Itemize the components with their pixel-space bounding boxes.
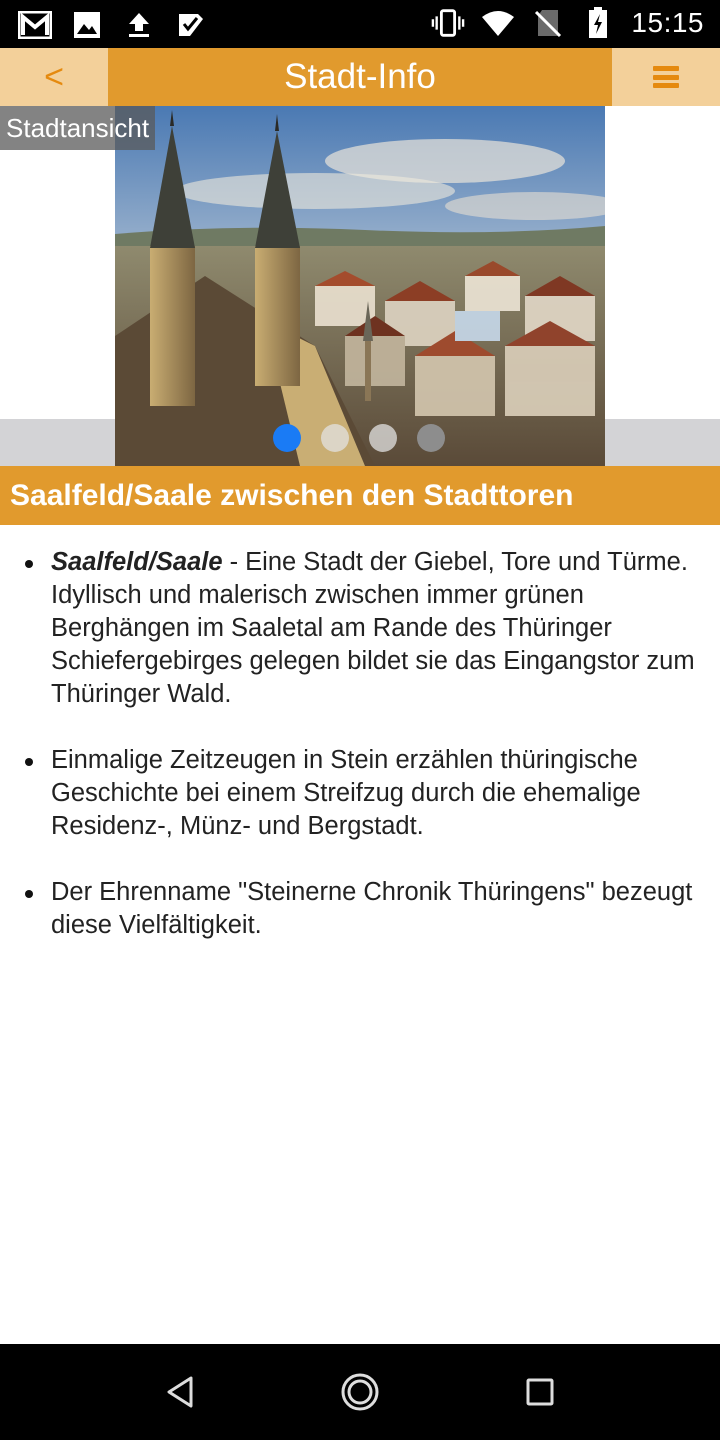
system-nav-bar [0,1344,720,1440]
back-triangle-icon[interactable] [160,1372,200,1412]
gmail-icon [18,8,52,42]
home-circle-icon[interactable] [340,1372,380,1412]
system-icons [431,6,704,40]
hamburger-menu-icon [653,66,679,88]
carousel-dot[interactable] [369,424,397,452]
image-icon [70,8,104,42]
tasks-icon [174,8,208,42]
list-item-bold: Saalfeld/Saale [51,548,223,576]
carousel-label: Stadtansicht [0,106,155,150]
menu-button[interactable] [612,48,720,106]
town-photo[interactable] [115,106,605,466]
list-item-text: - Eine Stadt der Giebel, Tore und Türme. Idyllisch und malerisch zwischen immer grünen Berghängen im Saaletal am Rande des Thüringer Schiefergebirges gelegen bildet sie das Eingangstor zum Thüringer Wald. [51,548,695,708]
list-item-text: Einmalige Zeitzeugen in Stein erzählen thüringische Geschichte bei einem Streifzug durch die ehemalige Residenz-, Münz- und Bergstadt. [51,746,641,840]
vibrate-icon [431,6,465,40]
app-header [0,48,720,106]
recents-square-icon[interactable] [520,1372,560,1412]
clock: 15:15 [631,7,704,38]
carousel-dot[interactable] [273,424,301,452]
list-item-text: Der Ehrenname "Steinerne Chronik Thüringens" bezeugt diese Vielfältigkeit. [51,878,693,939]
carousel-pagination [273,424,445,452]
wifi-icon [481,6,515,40]
notification-icons [18,8,208,42]
bullet-list [51,546,700,942]
carousel-dot[interactable] [417,424,445,452]
content-area [0,546,720,975]
image-carousel[interactable] [0,106,720,466]
battery-charging-icon [581,6,615,40]
back-button[interactable]: < [0,48,108,106]
no-sim-icon [531,6,565,40]
page-title: Stadt-Info [108,48,612,106]
section-heading: Saalfeld/Saale zwischen den Stadttoren [0,466,720,525]
list-item [51,546,700,711]
upload-icon [122,8,156,42]
carousel-dot[interactable] [321,424,349,452]
list-item [51,876,700,942]
list-item [51,744,700,843]
status-bar [0,0,720,48]
